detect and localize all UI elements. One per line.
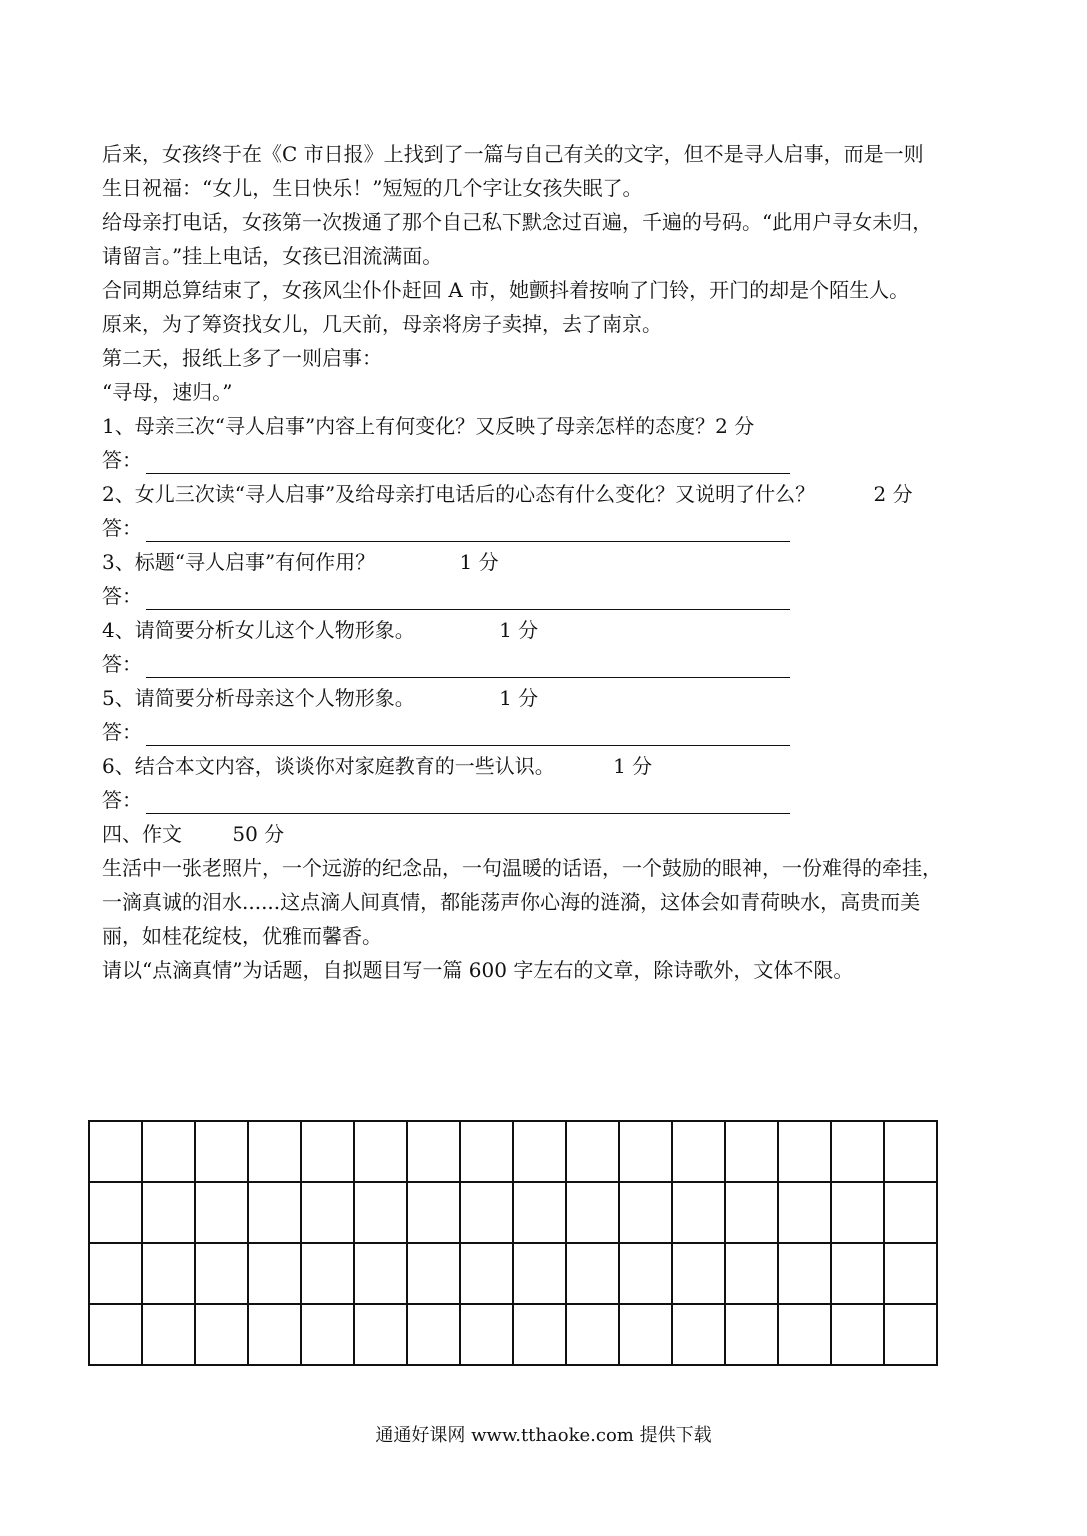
grid-row	[89, 1121, 937, 1182]
passage-line-2: 生日祝福：“女儿，生日快乐！”短短的几个字让女孩失眠了。	[102, 176, 643, 200]
answer-line[interactable]	[146, 677, 790, 678]
question-points: 1 分	[499, 618, 539, 642]
grid-cell[interactable]	[672, 1182, 725, 1243]
question-4	[102, 613, 538, 647]
footer-credit: 通通好课网 www.tthaoke.com 提供下载	[375, 1425, 712, 1446]
answer-label: 答：	[102, 516, 142, 540]
grid-cell[interactable]	[407, 1182, 460, 1243]
grid-cell[interactable]	[460, 1121, 513, 1182]
grid-cell[interactable]	[831, 1304, 884, 1365]
grid-cell[interactable]	[354, 1182, 407, 1243]
grid-cell[interactable]	[619, 1121, 672, 1182]
answer-line[interactable]	[146, 473, 790, 474]
grid-cell[interactable]	[513, 1304, 566, 1365]
grid-cell[interactable]	[89, 1243, 142, 1304]
grid-cell[interactable]	[566, 1243, 619, 1304]
grid-cell[interactable]	[831, 1182, 884, 1243]
grid-cell[interactable]	[513, 1182, 566, 1243]
grid-cell[interactable]	[778, 1304, 831, 1365]
grid-cell[interactable]	[248, 1121, 301, 1182]
grid-row	[89, 1243, 937, 1304]
grid-cell[interactable]	[513, 1121, 566, 1182]
grid-cell[interactable]	[884, 1121, 937, 1182]
grid-cell[interactable]	[248, 1304, 301, 1365]
passage-line-5: 合同期总算结束了，女孩风尘仆仆赶回 A 市，她颤抖着按响了门铃，开门的却是个陌生人。	[102, 278, 910, 302]
grid-cell[interactable]	[89, 1304, 142, 1365]
grid-cell[interactable]	[672, 1121, 725, 1182]
grid-cell[interactable]	[725, 1182, 778, 1243]
grid-cell[interactable]	[89, 1121, 142, 1182]
passage-line-3: 给母亲打电话，女孩第一次拨通了那个自己私下默念过百遍，千遍的号码。“此用户寻女未归，	[102, 210, 933, 234]
question-5	[102, 681, 538, 715]
passage-line-6: 原来，为了筹资找女儿，几天前，母亲将房子卖掉，去了南京。	[102, 312, 662, 336]
grid-cell[interactable]	[195, 1243, 248, 1304]
grid-cell[interactable]	[619, 1243, 672, 1304]
grid-cell[interactable]	[195, 1121, 248, 1182]
grid-cell[interactable]	[354, 1121, 407, 1182]
grid-cell[interactable]	[884, 1243, 937, 1304]
question-text: 4、请简要分析女儿这个人物形象。	[102, 618, 415, 642]
essay-prompt-line-3: 丽，如桂花绽枝，优雅而馨香。	[102, 924, 382, 948]
grid-cell[interactable]	[778, 1243, 831, 1304]
grid-cell[interactable]	[142, 1121, 195, 1182]
answer-row-2	[102, 511, 802, 545]
grid-cell[interactable]	[672, 1243, 725, 1304]
question-3	[102, 545, 499, 579]
answer-label: 答：	[102, 720, 142, 744]
grid-cell[interactable]	[619, 1182, 672, 1243]
question-points: 1 分	[459, 550, 499, 574]
essay-heading	[102, 817, 284, 851]
answer-row-3	[102, 579, 802, 613]
passage-line-4: 请留言。”挂上电话，女孩已泪流满面。	[102, 244, 443, 268]
grid-cell[interactable]	[460, 1304, 513, 1365]
essay-points: 50 分	[232, 822, 285, 846]
writing-grid[interactable]	[88, 1120, 938, 1366]
question-points: 2 分	[873, 482, 913, 506]
grid-cell[interactable]	[566, 1121, 619, 1182]
grid-cell[interactable]	[725, 1304, 778, 1365]
essay-prompt-line-2: 一滴真诚的泪水......这点滴人间真情，都能荡声你心海的涟漪，这体会如青荷映水，高贵而美	[102, 890, 921, 914]
question-points: 1 分	[613, 754, 653, 778]
question-text: 1、母亲三次“寻人启事”内容上有何变化？又反映了母亲怎样的态度？2 分	[102, 414, 755, 438]
grid-cell[interactable]	[460, 1243, 513, 1304]
answer-line[interactable]	[146, 609, 790, 610]
grid-cell[interactable]	[407, 1243, 460, 1304]
grid-cell[interactable]	[248, 1182, 301, 1243]
answer-row-1	[102, 443, 802, 477]
question-text: 2、女儿三次读“寻人启事”及给母亲打电话后的心态有什么变化？又说明了什么？	[102, 482, 816, 506]
grid-cell[interactable]	[89, 1182, 142, 1243]
grid-cell[interactable]	[195, 1182, 248, 1243]
answer-line[interactable]	[146, 813, 790, 814]
essay-heading-text: 四、作文	[102, 822, 182, 846]
grid-cell[interactable]	[778, 1121, 831, 1182]
grid-cell[interactable]	[831, 1121, 884, 1182]
grid-cell[interactable]	[407, 1304, 460, 1365]
grid-cell[interactable]	[354, 1243, 407, 1304]
answer-label: 答：	[102, 788, 142, 812]
grid-cell[interactable]	[142, 1182, 195, 1243]
grid-cell[interactable]	[248, 1243, 301, 1304]
question-2	[102, 477, 913, 511]
grid-cell[interactable]	[725, 1243, 778, 1304]
passage-line-8: “寻母，速归。”	[102, 380, 233, 404]
grid-cell[interactable]	[301, 1304, 354, 1365]
grid-cell[interactable]	[566, 1182, 619, 1243]
answer-row-4	[102, 647, 802, 681]
answer-label: 答：	[102, 448, 142, 472]
grid-cell[interactable]	[884, 1182, 937, 1243]
question-1	[102, 409, 754, 443]
question-text: 3、标题“寻人启事”有何作用？	[102, 550, 376, 574]
question-text: 6、结合本文内容，谈谈你对家庭教育的一些认识。	[102, 754, 555, 778]
answer-label: 答：	[102, 652, 142, 676]
answer-row-6	[102, 783, 802, 817]
grid-cell[interactable]	[831, 1243, 884, 1304]
question-6	[102, 749, 652, 783]
grid-cell[interactable]	[566, 1304, 619, 1365]
grid-cell[interactable]	[301, 1182, 354, 1243]
grid-cell[interactable]	[301, 1243, 354, 1304]
grid-cell[interactable]	[142, 1243, 195, 1304]
question-points: 1 分	[499, 686, 539, 710]
essay-prompt-line-1: 生活中一张老照片，一个远游的纪念品，一句温暖的话语，一个鼓励的眼神，一份难得的牵挂，	[102, 856, 942, 880]
grid-cell[interactable]	[407, 1121, 460, 1182]
question-text: 5、请简要分析母亲这个人物形象。	[102, 686, 415, 710]
answer-line[interactable]	[146, 745, 790, 746]
answer-row-5	[102, 715, 802, 749]
essay-prompt-line-4: 请以“点滴真情”为话题，自拟题目写一篇 600 字左右的文章，除诗歌外，文体不限。	[102, 958, 854, 982]
grid-cell[interactable]	[513, 1243, 566, 1304]
grid-cell[interactable]	[354, 1304, 407, 1365]
grid-cell[interactable]	[778, 1182, 831, 1243]
passage-line-7: 第二天，报纸上多了一则启事：	[102, 346, 382, 370]
grid-cell[interactable]	[142, 1304, 195, 1365]
grid-cell[interactable]	[884, 1304, 937, 1365]
answer-line[interactable]	[146, 541, 790, 542]
grid-row	[89, 1304, 937, 1365]
grid-cell[interactable]	[672, 1304, 725, 1365]
answer-label: 答：	[102, 584, 142, 608]
grid-cell[interactable]	[619, 1304, 672, 1365]
grid-row	[89, 1182, 937, 1243]
grid-cell[interactable]	[195, 1304, 248, 1365]
grid-cell[interactable]	[301, 1121, 354, 1182]
grid-cell[interactable]	[725, 1121, 778, 1182]
passage-line-1: 后来，女孩终于在《C 市日报》上找到了一篇与自己有关的文字，但不是寻人启事，而是一则	[102, 142, 924, 166]
grid-cell[interactable]	[460, 1182, 513, 1243]
